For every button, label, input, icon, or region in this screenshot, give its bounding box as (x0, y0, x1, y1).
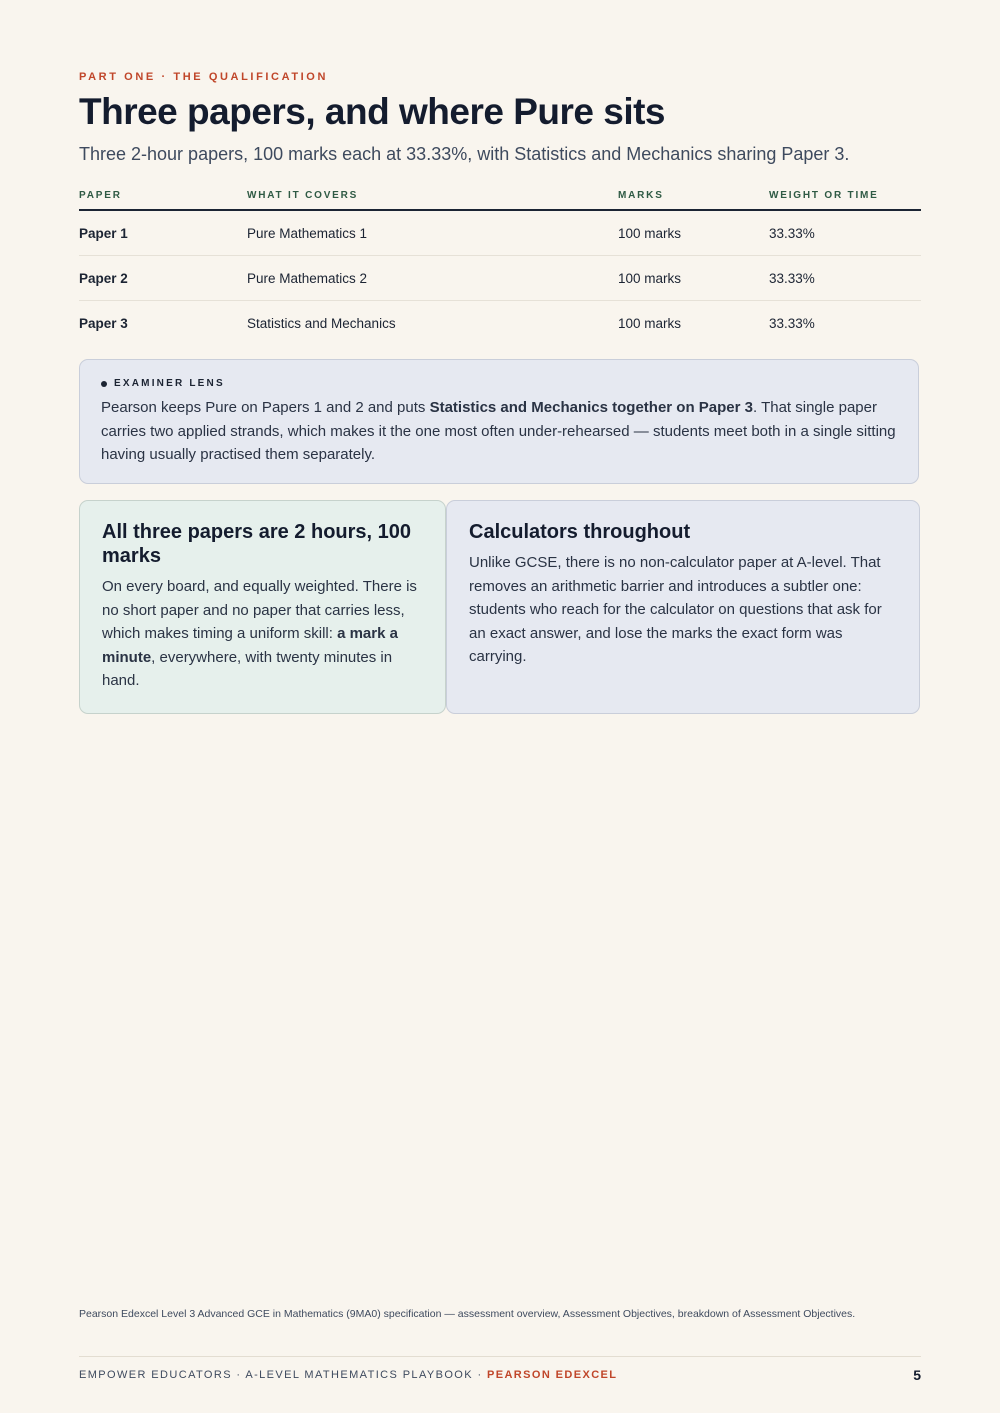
page-number: 5 (913, 1367, 921, 1383)
cell-weight: 33.33% (769, 315, 815, 331)
header-marks: MARKS (618, 182, 769, 210)
card-two-hours-title: All three papers are 2 hours, 100 marks (102, 521, 412, 567)
table-row (79, 256, 921, 301)
footer-credit-text: EMPOWER EDUCATORS · A-LEVEL MATHEMATICS PLAYBOOK · (79, 1369, 487, 1381)
bullet-dot-icon (101, 381, 107, 387)
page-subtitle: Three 2-hour papers, 100 marks each at 33.33%, with Statistics and Mechanics sharing Paper 3. (79, 144, 850, 164)
card-two-hours-text (102, 575, 423, 693)
card-calculators-text: Unlike GCSE, there is no non-calculator paper at A-level. That removes an arithmetic barrier and introduces a subtler one: students who reach for the calculator on questions that ask for an exact answer, and lose the marks the exact form was carrying. (469, 554, 882, 665)
page-footer (79, 1367, 921, 1383)
cell-covers: Pure Mathematics 2 (247, 256, 618, 301)
source-note: Pearson Edexcel Level 3 Advanced GCE in Mathematics (9MA0) specification — assessment overview, Assessment Objectives, breakdown of Assessment Objectives. (79, 1308, 856, 1320)
card-calculators (446, 500, 920, 714)
cell-covers: Pure Mathematics 1 (247, 210, 618, 256)
footer-credit (79, 1369, 617, 1381)
card-left-text-before: On every board, and equally weighted. There is no short paper and no paper that carries less, which makes timing a uniform skill: (102, 578, 417, 642)
examiner-lens-text (101, 396, 897, 467)
cell-marks: 100 marks (618, 256, 769, 301)
cell-paper: Paper 2 (79, 256, 247, 301)
cell-marks: 100 marks (618, 315, 682, 331)
examiner-lens-label (101, 378, 897, 389)
card-calculators-title: Calculators throughout (469, 521, 691, 543)
card-left-text-bold: a mark a minute (102, 625, 398, 666)
papers-table (79, 182, 921, 345)
cell-paper: Paper 1 (79, 210, 247, 256)
footer-divider (79, 1356, 921, 1357)
card-left-text-after: , everywhere, with twenty minutes in hand. (102, 648, 393, 689)
lens-text-bold: Statistics and Mechanics together on Paper 3 (429, 399, 753, 416)
examiner-lens-label-text: EXAMINER LENS (114, 378, 225, 389)
table-header-row (79, 182, 921, 210)
table-row (79, 210, 921, 256)
page-title: Three papers, and where Pure sits (79, 91, 665, 132)
cell-marks: 100 marks (618, 210, 769, 256)
cell-weight: 33.33% (769, 256, 921, 301)
footer-brand: PEARSON EDEXCEL (486, 1369, 618, 1381)
card-two-hours (79, 500, 446, 714)
header-covers: WHAT IT COVERS (247, 182, 618, 210)
header-paper: PAPER (79, 182, 247, 210)
cell-paper: Paper 3 (79, 315, 128, 331)
section-kicker: PART ONE · THE QUALIFICATION (79, 71, 328, 83)
cell-weight: 33.33% (769, 210, 921, 256)
table-row (79, 301, 921, 346)
header-weight: WEIGHT OR TIME (769, 182, 921, 210)
lens-text-before: Pearson keeps Pure on Papers 1 and 2 and puts (101, 399, 430, 416)
lens-text-after: . That single paper carries two applied strands, which makes it the one most often under-rehearsed — students meet both in a single sitting having usually practised them separately. (101, 399, 896, 463)
examiner-lens-callout (79, 359, 919, 484)
cell-covers: Statistics and Mechanics (247, 315, 396, 331)
